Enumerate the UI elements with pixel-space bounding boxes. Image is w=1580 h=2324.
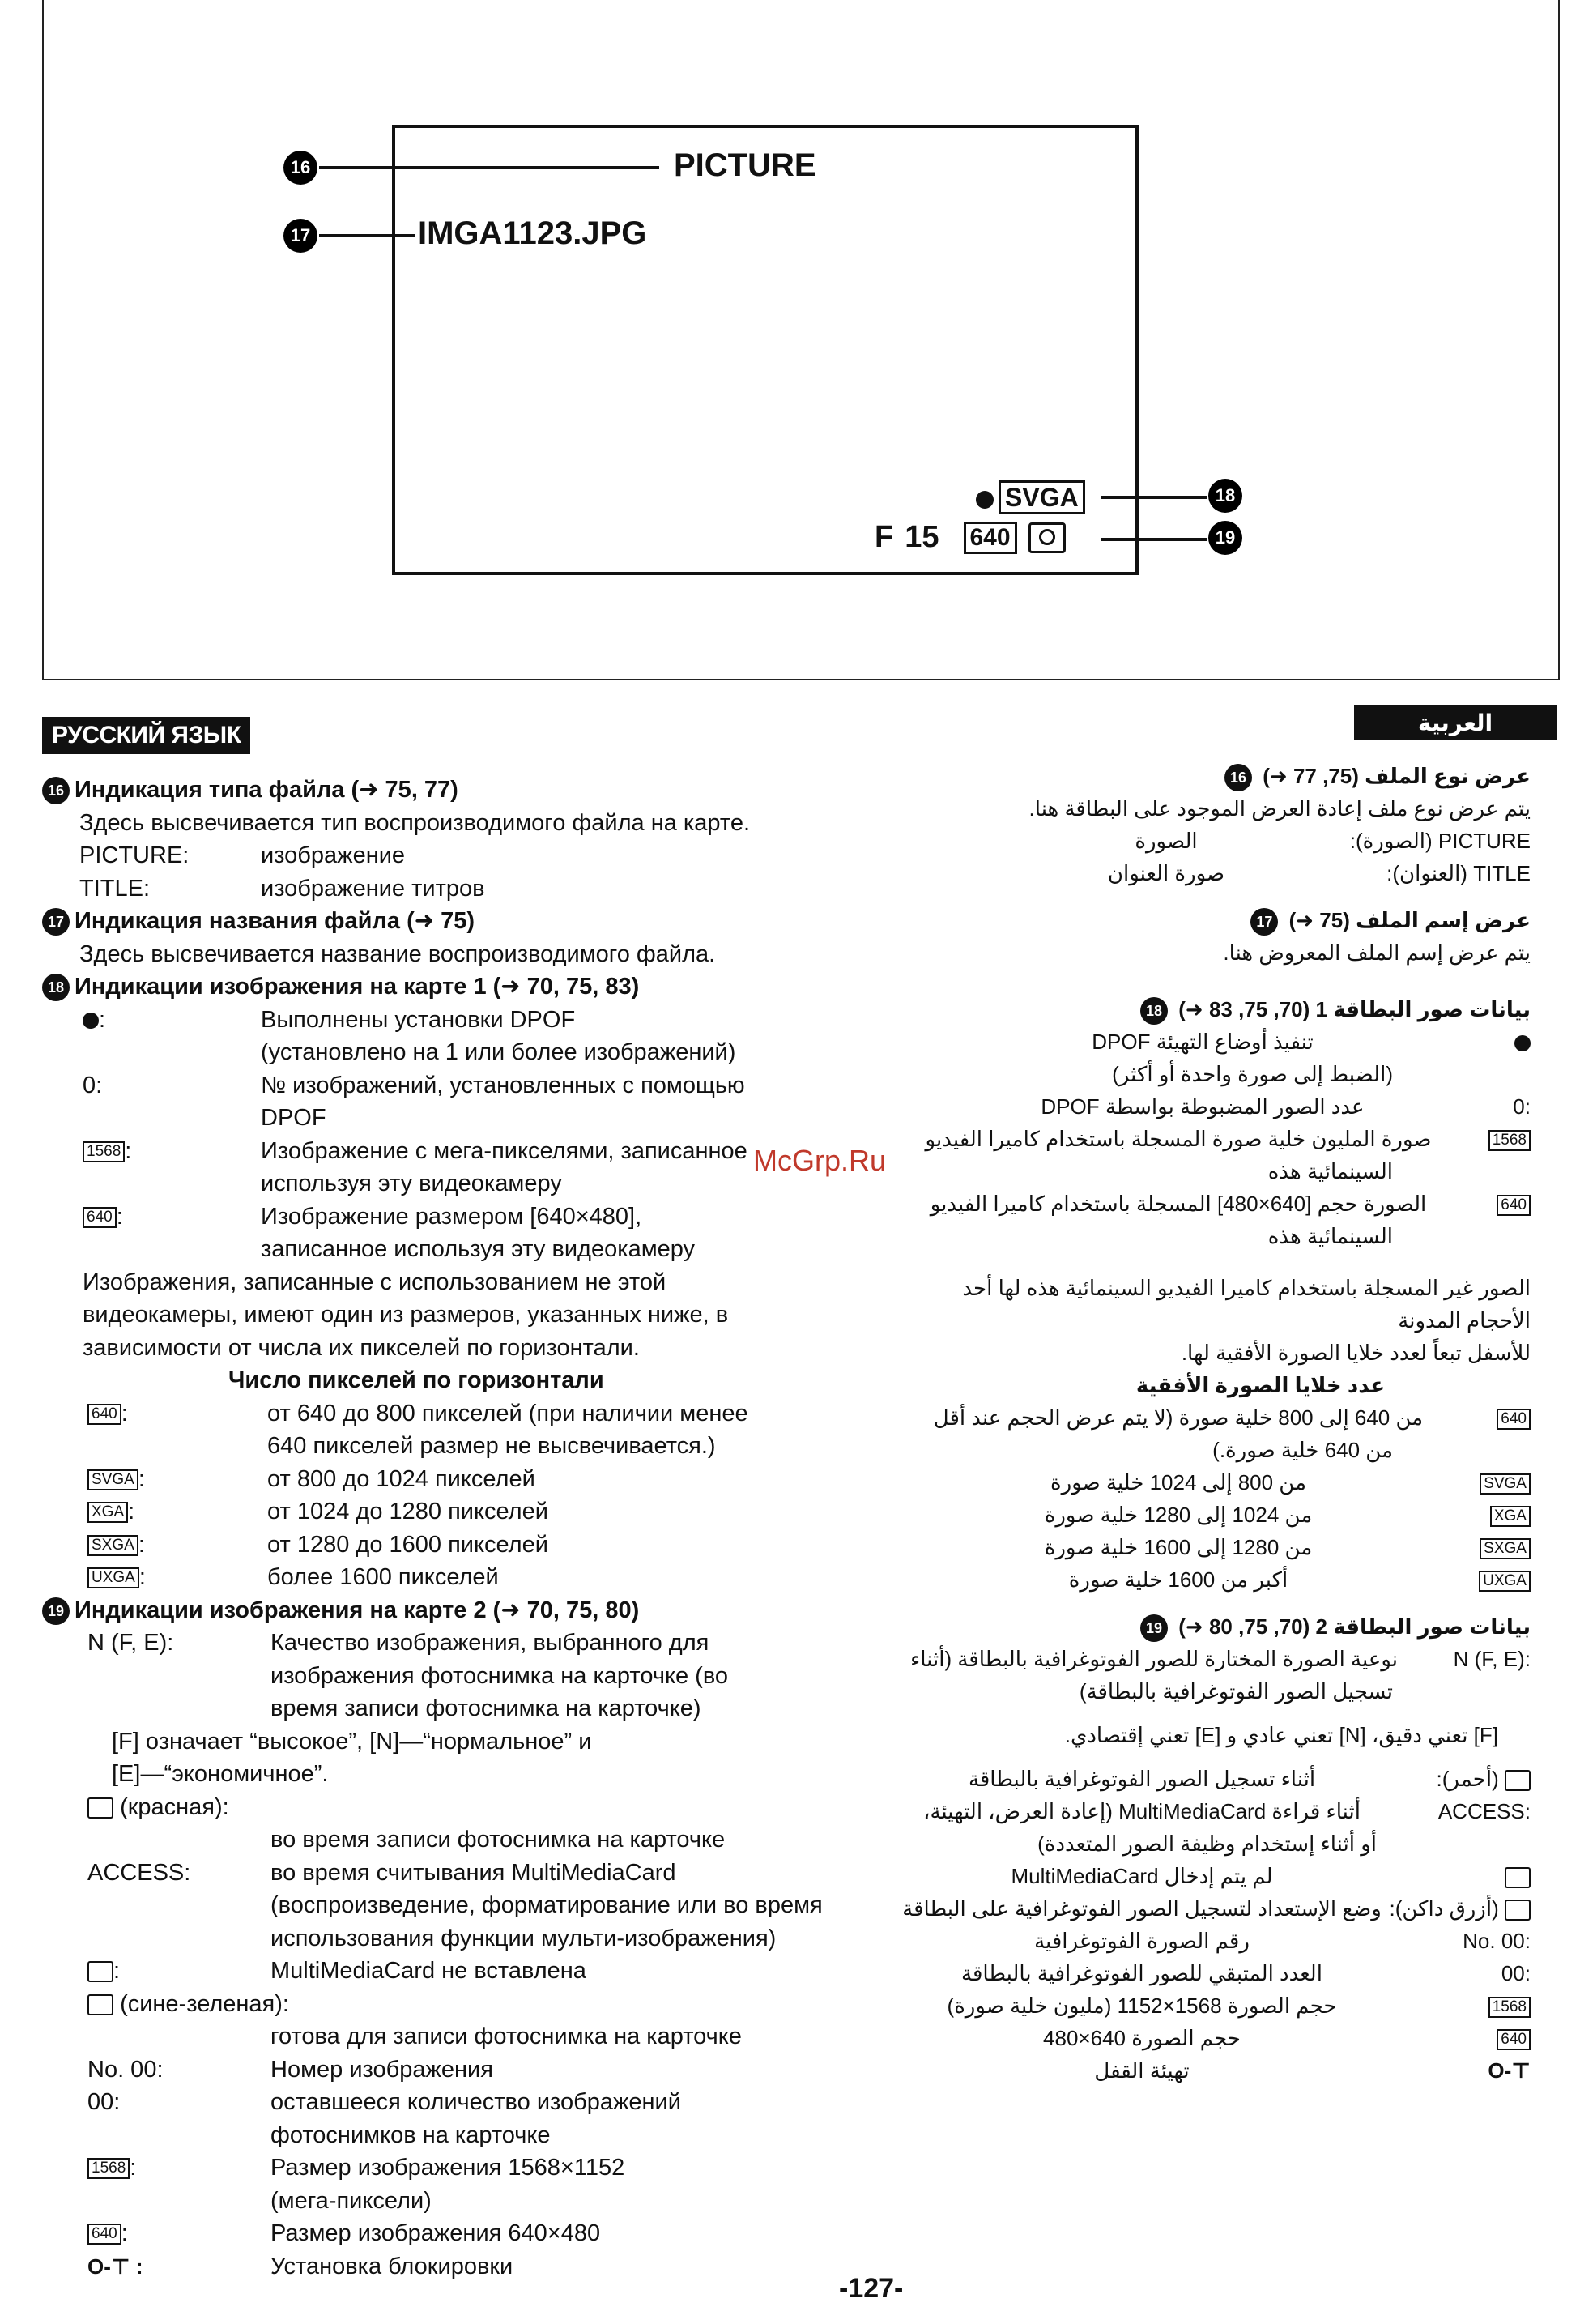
- tag-1568: 1568: [87, 2158, 130, 2179]
- leader-line-18: [1101, 496, 1207, 499]
- ar-nfe-value: نوعية الصورة المختارة للصور الفوتوغرافية بالبطاقة (أثناء: [909, 1647, 1398, 1671]
- ru-s17-title: Индикация названия файла (➜ 75): [75, 908, 475, 934]
- ru-xga-value: от 1024 до 1280 пикселей: [267, 1499, 548, 1524]
- tag-640: 640: [1497, 1195, 1531, 1216]
- f-indicator-row: [875, 520, 1066, 555]
- ar-dpof-value: تنفيذ أوضاع التهيئة DPOF: [1092, 1030, 1314, 1054]
- ru-r640-value: Размер изображения 640×480: [270, 2220, 601, 2246]
- ru-svga-value: от 800 до 1024 пикселей: [267, 1465, 535, 1492]
- ru-picture-key: PICTURE:: [79, 842, 190, 868]
- ar-s18-title: بيانات صور البطاقة 1 (70, 75, 83 ➜): [1178, 997, 1531, 1021]
- ar-red-value: أثناء تسجيل الصور الفوتوغرافية بالبطاقة: [968, 1767, 1316, 1791]
- ar-nocard-value: لم يتم إدخال MultiMediaCard: [1011, 1864, 1273, 1888]
- ar-pixel-heading: عدد خلايا الصورة الأفقية: [1135, 1373, 1385, 1397]
- ru-nfe-key: N (F, E):: [87, 1630, 174, 1656]
- arabic-column: عرض نوع الملف (75, 77 ➜) 16 يتم عرض نوع ملف إعادة العرض الموجود على البطاقة هنا. الصورة PICTURE (الصورة): صورة العنوان TITLE (العنوان): عرض إسم الملف (75 ➜) 17 يتم عرض إسم الملف المعروض هنا. بيانات صور البطاقة 1 (70, 75, 83 ➜) 18 تنفيذ أوضاع التهيئة DPOF (الضبط إلى صورة واحدة أو أكثر) عدد الصور المضبوطة بواسطة DPOF 0: صورة المليون خلية صورة المسجلة باستخدام كاميرا الفيديو 1568 السينمائية هذه الصورة حجم [640×480] المسجلة باستخدام كاميرا الفيديو 640 السينمائية هذه الصور غير المسجلة باستخدام كاميرا الفيديو السينمائية هذه لها أحد الأحجام المدونة للأسفل تبعاً لعدد خلايا الصورة الأفقية لها. عدد خلايا الصورة الأفقية من 640 إلى 800 خلية صورة (لا يتم عرض الحجم عند أقل 640 من 640 خلية صورة.) من 800 إلى 1024 خلية صورة SVGA من 1024 إلى 1280 خلية صورة XGA من 1280 إلى 1600 خلية صورة SXGA أكبر من 1600 خلية صورة UXGA بيانات صور البطاقة 2 (70, 75, 80 ➜) 19 نوعية الصورة المختارة للصور الفوتوغرافية بالبطاقة (أثناء N (F, E): تسجيل الصور الفوتوغرافية بالبطاقة) [F] تعني دقيق، [N] تعني عادي و [E] تعني إقتصادي. أثناء تسجيل الصور الفوتوغرافية بالبطاقة (أحمر): أثناء قراءة MultiMediaCard (إعادة العرض، التهيئة، ACCESS: أو أثناء إستخدام وظيفة الصور المتعددة) لم يتم إدخال MultiMediaCard وضع الإستعداد لتسجيل الصور الفوتوغرافية على البطاقة (أزرق داكن): رقم الصورة الفوتوغرافية No. 00: العدد المتبقي للصور الفوتوغرافية بالبطاقة 00: حجم الصورة 1568×1152 (مليون خلية صورة) 1568 حجم الصورة 640×480 640 تهيئة القفل O-⊤: [899, 760, 1531, 2087]
- ar-lock-value: تهيئة القفل: [1094, 2058, 1190, 2083]
- ru-remaining-value: оставшееся количество изображений: [270, 2089, 681, 2115]
- ru-nfe-value-3: время записи фотоснимка на карточке): [270, 1695, 701, 1721]
- ar-red-key: (أحمر):: [1436, 1767, 1499, 1791]
- russian-section-header: РУССКИЙ ЯЗЫК: [42, 717, 250, 754]
- tag-uxga: UXGA: [87, 1567, 139, 1588]
- ru-access-value-2: (воспроизведение, форматирование или во время: [270, 1892, 823, 1918]
- ar-remaining-value: العدد المتبقي للصور الفوتوغرافية بالبطاقة: [961, 1961, 1322, 1985]
- ru-red-value: во время записи фотоснимка на карточке: [270, 1827, 726, 1853]
- ru-zero-key: 0:: [83, 1072, 103, 1098]
- ru-nfe-note-1: [F] означает “высокое”, [N]—“нормальное” и: [112, 1728, 592, 1755]
- ar-zero-value: عدد الصور المضبوطة بواسطة DPOF: [1041, 1094, 1365, 1119]
- tag-sxga: SXGA: [1480, 1538, 1531, 1559]
- no-card-icon: [87, 1961, 113, 1982]
- ru-640-value-2: записанное используя эту видеокамеру: [261, 1236, 696, 1262]
- ar-no-value: رقم الصورة الفوتوغرافية: [1034, 1929, 1250, 1953]
- ru-s18-title: Индикации изображения на карте 1 (➜ 70, 75, 83): [75, 974, 640, 1000]
- tag-xga: XGA: [87, 1502, 128, 1523]
- ru-cyan-value: готова для записи фотоснимка на карточке: [270, 2023, 742, 2049]
- ru-nocard-value: MultiMediaCard не вставлена: [270, 1958, 586, 1984]
- russian-column: 16 Индикация типа файла (➜ 75, 77) Здесь высвечивается тип воспроизводимого файла на карте. PICTURE: изображение TITLE: изображение титров 17 Индикация названия файла (➜ 75) Здесь высвечивается название воспроизводимого файла. 18 Индикации изображения на карте 1 (➜ 70, 75, 83) : Выполнены установки DPOF (установлено на 1 или более изображений) 0: № изображений, установленных с помощью DPOF 1568 : Изображение с мега-пикселями, записанное используя эту видеокамеру 640 : Изображение размером [640×480], записанное используя эту видеокамеру Изображения, записанные с использованием не этой видеокамеры, имеют один из размеров, указанных ниже, в зависимости от числа их пикселей по горизонтали. Число пикселей по горизонтали 640 : от 640 до 800 пикселей (при наличии менее 640 пикселей размер не высвечивается.) SVGA : от 800 до 1024 пикселей XGA : от 1024 до 1280 пикселей SXGA : от 1280 до 1600 пикселей UXGA : более 1600 пикселей 19 Индикации изображения на карте 2 (➜ 70, 75, 80) N (F, E): Качество изображения, выбранного для изображения фотоснимка на карточке (во время записи фотоснимка на карточке) [F] означает “высокое”, [N]—“нормальное” и [E]—“экономичное”. (красная): во время записи фотоснимка на карточке ACCESS: во время считывания MultiMediaCard (воспроизведение, форматирование или во время использования функции мульти-изображения) : MultiMediaCard не вставлена (сине-зеленая): готова для записи фотоснимка на карточке No. 00: Номер изображения 00: оставшееся количество изображений фотоснимков на карточке 1568 : Размер изображения 1568×1152 (мега-пиксели) 640 : Размер изображения 640×480 O-⊤ : Установка блокировки: [42, 774, 852, 2283]
- ar-picture-value: الصورة: [1135, 829, 1198, 853]
- ar-xga-value: من 1024 إلى 1280 خلية صورة: [1044, 1503, 1313, 1527]
- tag-640: 640: [1497, 1409, 1531, 1430]
- dpof-dot-icon: [976, 491, 994, 509]
- tag-uxga: UXGA: [1479, 1571, 1531, 1592]
- ru-title-value: изображение титров: [261, 875, 485, 902]
- leader-line-17: [319, 234, 415, 237]
- svga-indicator: SVGA: [976, 483, 1085, 513]
- ru-lock-value: Установка блокировки: [270, 2253, 513, 2279]
- ru-uxga-value: более 1600 пикселей: [267, 1564, 499, 1590]
- key-icon: O-⊤: [1488, 2058, 1531, 2083]
- camera-icon: [87, 1797, 113, 1819]
- no-card-icon: [1505, 1867, 1531, 1888]
- ru-red-key: (красная):: [120, 1793, 229, 1820]
- ru-p640-value: от 640 до 800 пикселей (при наличии менее: [267, 1400, 748, 1426]
- watermark: McGrp.Ru: [753, 1144, 887, 1177]
- ar-access-value: أثناء قراءة MultiMediaCard (إعادة العرض، التهيئة،: [923, 1799, 1361, 1823]
- ar-access-value-2: أو أثناء إستخدام وظيفة الصور المتعددة): [1037, 1831, 1377, 1856]
- ru-picture-value: изображение: [261, 842, 406, 868]
- ar-r1568-value: حجم الصورة 1568×1152 (مليون خلية صورة): [947, 1994, 1337, 2018]
- ar-blue-key: (أزرق داكن):: [1389, 1896, 1499, 1921]
- ru-no-key: No. 00:: [87, 2056, 164, 2083]
- ar-picture-key: PICTURE (الصورة):: [1349, 829, 1531, 853]
- ar-nfe-key: N (F, E):: [1453, 1647, 1531, 1671]
- page-number: -127-: [839, 2273, 904, 2304]
- tag-640: 640: [1497, 2029, 1531, 2050]
- leader-line-16: [319, 166, 659, 169]
- camera-icon: [1028, 522, 1066, 553]
- callout-17: 17: [283, 219, 317, 253]
- ru-s17-desc: Здесь высвечивается название воспроизводимого файла.: [79, 940, 716, 967]
- ru-para-3: зависимости от числа их пикселей по горизонтали.: [83, 1334, 640, 1361]
- ru-zero-value: № изображений, установленных с помощью: [261, 1072, 745, 1098]
- ar-p640-value: من 640 إلى 800 خلية صورة (لا يتم عرض الحجم عند أقل: [933, 1405, 1424, 1430]
- ru-title-key: TITLE:: [79, 875, 151, 902]
- tag-sxga: SXGA: [87, 1535, 138, 1556]
- callout-19: 19: [1208, 521, 1242, 555]
- ar-title-value: صورة العنوان: [1107, 861, 1225, 885]
- ar-remaining-key: 00:: [1501, 1961, 1531, 1985]
- ru-1568-value: Изображение с мега-пикселями, записанное: [261, 1137, 747, 1164]
- tag-640: 640: [87, 2224, 121, 2245]
- dpof-dot-icon: [83, 1013, 99, 1029]
- tag-1568: 1568: [1488, 1130, 1531, 1151]
- ar-sxga-value: من 1280 إلى 1600 خلية صورة: [1044, 1535, 1313, 1559]
- tag-640: 640: [83, 1207, 117, 1228]
- f-label: F: [875, 520, 894, 554]
- ru-dpof-value: Выполнены установки DPOF: [261, 1006, 576, 1033]
- ar-para-2: للأسفل تبعاً لعدد خلايا الصورة الأفقية لها.: [1181, 1341, 1531, 1365]
- ru-s16-title: Индикация типа файла (➜ 75, 77): [75, 777, 458, 803]
- leader-line-19: [1101, 538, 1207, 541]
- camera-icon: [1505, 1900, 1531, 1921]
- ar-640-value-2: السينمائية هذه: [1267, 1224, 1393, 1248]
- ru-para-1: Изображения, записанные с использованием не этой: [83, 1269, 666, 1295]
- ar-s19-title: بيانات صور البطاقة 2 (70, 75, 80 ➜): [1178, 1614, 1531, 1639]
- ar-access-key: ACCESS:: [1437, 1799, 1531, 1823]
- size-indicator: 640: [964, 522, 1017, 554]
- ru-nfe-value-2: изображения фотоснимка на карточке (во: [270, 1662, 729, 1689]
- ar-p640-value-2: من 640 خلية صورة.): [1212, 1438, 1393, 1462]
- tag-svga: SVGA: [87, 1469, 138, 1490]
- ar-uxga-value: أكبر من 1600 خلية صورة: [1068, 1567, 1288, 1592]
- key-icon: O-⊤ :: [87, 2254, 143, 2279]
- ru-no-value: Номер изображения: [270, 2056, 493, 2083]
- ru-access-value-3: использования функции мульти-изображения): [270, 1925, 777, 1951]
- ru-remaining-key: 00:: [87, 2089, 121, 2115]
- ru-zero-value-2: DPOF: [261, 1105, 326, 1131]
- ru-nfe-value: Качество изображения, выбранного для: [270, 1630, 709, 1656]
- ar-svga-value: من 800 إلى 1024 خلية صورة: [1050, 1470, 1307, 1495]
- ru-nfe-note-2: [E]—“экономичное”.: [112, 1761, 329, 1787]
- ru-r1568-value: Размер изображения 1568×1152: [270, 2155, 625, 2181]
- ar-s16-desc: يتم عرض نوع ملف إعادة العرض الموجود على البطاقة هنا.: [1028, 796, 1531, 821]
- ru-pixel-heading: Число пикселей по горизонтали: [228, 1367, 604, 1393]
- tag-640: 640: [87, 1404, 121, 1425]
- ru-sxga-value: от 1280 до 1600 пикселей: [267, 1531, 548, 1558]
- tag-xga: XGA: [1490, 1506, 1531, 1527]
- ru-access-value: во время считывания MultiMediaCard: [270, 1859, 676, 1886]
- tag-svga: SVGA: [1480, 1473, 1531, 1495]
- ru-r1568-value-2: (мега-пиксели): [270, 2187, 432, 2214]
- ar-1568-value: صورة المليون خلية صورة المسجلة باستخدام كاميرا الفيديو: [925, 1127, 1432, 1151]
- picture-label: PICTURE: [674, 147, 816, 183]
- tag-1568: 1568: [83, 1141, 125, 1162]
- ar-1568-value-2: السينمائية هذه: [1267, 1159, 1393, 1183]
- ru-s16-desc: Здесь высвечивается тип воспроизводимого файла на карте.: [79, 809, 751, 836]
- ar-title-key: TITLE (العنوان):: [1386, 861, 1531, 885]
- ar-no-key: No. 00:: [1463, 1929, 1531, 1953]
- ar-s17-desc: يتم عرض إسم الملف المعروض هنا.: [1223, 940, 1531, 965]
- tag-1568: 1568: [1488, 1997, 1531, 2018]
- ru-cyan-key: (сине-зеленая):: [120, 1990, 289, 2017]
- ar-r640-value: حجم الصورة 640×480: [1043, 2026, 1241, 2050]
- ar-zero-key: 0:: [1513, 1094, 1531, 1119]
- ru-remaining-value-2: фотоснимков на карточке: [270, 2121, 551, 2148]
- ru-para-2: видеокамеры, имеют один из размеров, указанных ниже, в: [83, 1302, 729, 1328]
- ar-para-1: الصور غير المسجلة باستخدام كاميرا الفيديو السينمائية هذه لها أحد الأحجام المدونة: [962, 1276, 1531, 1333]
- ar-nfe-value-2: تسجيل الصور الفوتوغرافية بالبطاقة): [1079, 1679, 1393, 1704]
- ru-p640-value-2: 640 пикселей размер не высвечивается.): [267, 1433, 716, 1459]
- ar-640-value: الصورة حجم [640×480] المسجلة باستخدام كاميرا الفيديو: [930, 1192, 1427, 1216]
- ru-s19-title: Индикации изображения на карте 2 (➜ 70, 75, 80): [75, 1597, 640, 1623]
- ru-dpof-value-2: (установлено на 1 или более изображений): [261, 1039, 736, 1065]
- camera-icon: [87, 1994, 113, 2015]
- callout-16: 16: [283, 151, 317, 185]
- ru-640-value: Изображение размером [640×480],: [261, 1203, 642, 1230]
- camera-icon: [1505, 1770, 1531, 1791]
- ar-blue-value: وضع الإستعداد لتسجيل الصور الفوتوغرافية على البطاقة: [902, 1896, 1382, 1921]
- ar-dpof-value-2: (الضبط إلى صورة واحدة أو أكثر): [1112, 1062, 1393, 1086]
- filename-label: IMGA1123.JPG: [418, 215, 647, 251]
- f-value: 15: [905, 520, 939, 554]
- ru-1568-value-2: используя эту видеокамеру: [261, 1171, 562, 1196]
- ru-access-key: ACCESS:: [87, 1859, 191, 1886]
- arabic-section-header: العربية: [1354, 705, 1557, 740]
- callout-18: 18: [1208, 479, 1242, 513]
- dpof-dot-icon: [1514, 1035, 1531, 1051]
- ar-nfe-note: [F] تعني دقيق، [N] تعني عادي و [E] تعني إقتصادي.: [1064, 1723, 1498, 1747]
- ar-s17-title: عرض إسم الملف (75 ➜): [1288, 908, 1531, 932]
- ar-s16-title: عرض نوع الملف (75, 77 ➜): [1263, 764, 1531, 788]
